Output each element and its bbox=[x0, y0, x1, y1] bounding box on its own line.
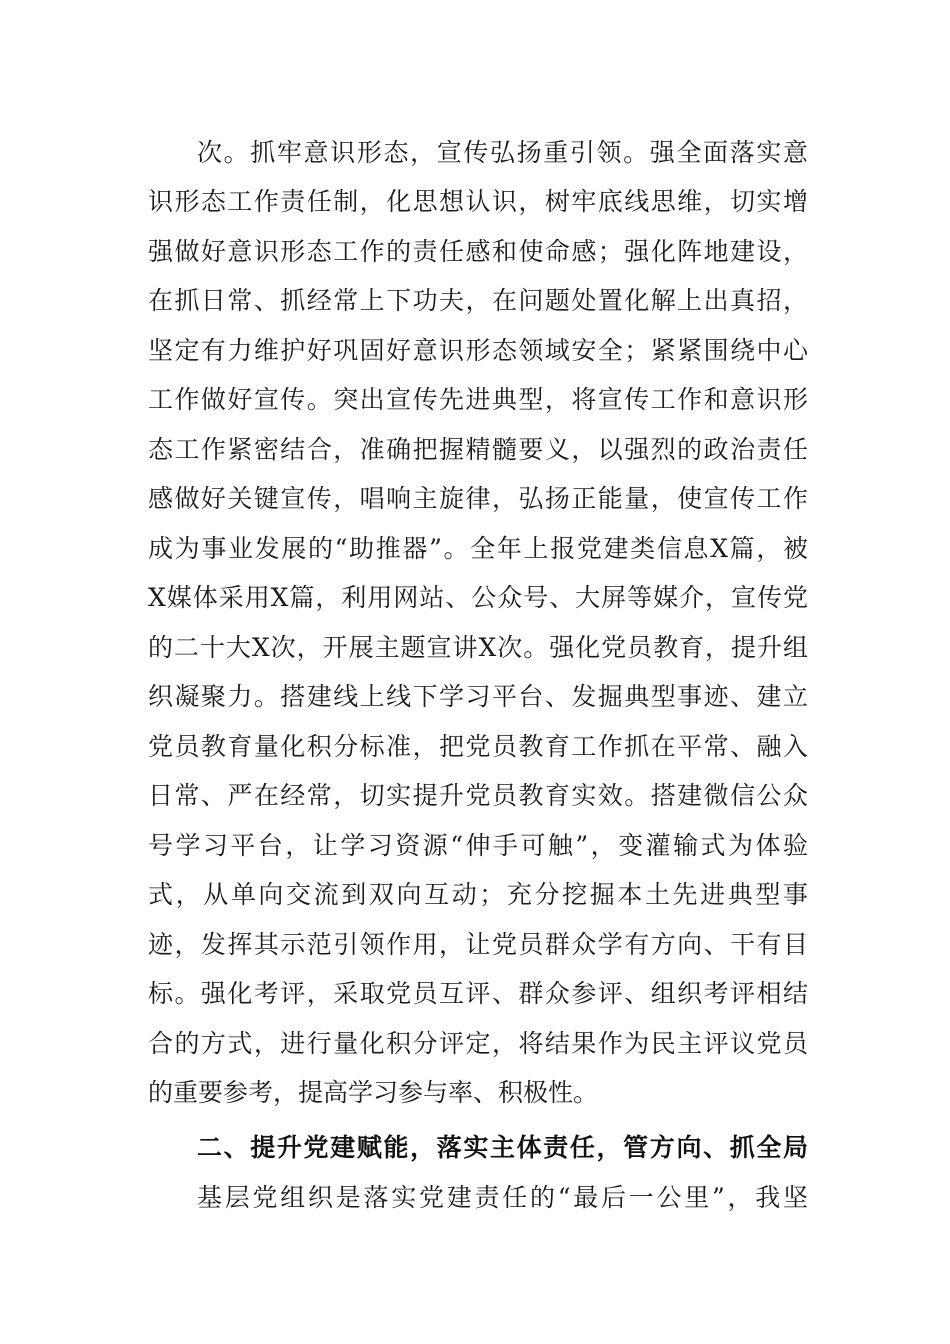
paragraph-line: 在抓日常、抓经常上下功夫，在问题处置化解上出真招， bbox=[148, 286, 808, 315]
paragraph-line: 式，从单向交流到双向互动；充分挖掘本土先进典型事 bbox=[148, 880, 808, 909]
paragraph-line: 工作做好宣传。突出宣传先进典型，将宣传工作和意识形 bbox=[148, 385, 808, 414]
paragraph-line: 次。抓牢意识形态，宣传弘扬重引领。强全面落实意 bbox=[197, 138, 808, 167]
paragraph-line: 成为事业发展的“助推器”。全年上报党建类信息X篇，被 bbox=[148, 534, 808, 563]
paragraph-line: 迹，发挥其示范引领作用，让党员群众学有方向、干有目 bbox=[148, 930, 808, 959]
paragraph-line: 日常、严在经常，切实提升党员教育实效。搭建微信公众 bbox=[148, 781, 808, 810]
paragraph-line: 识形态工作责任制，化思想认识，树牢底线思维，切实增 bbox=[148, 187, 808, 216]
paragraph-line: 党员教育量化积分标准，把党员教育工作抓在平常、融入 bbox=[148, 732, 808, 761]
paragraph-line: 感做好关键宣传，唱响主旋律，弘扬正能量，使宣传工作 bbox=[148, 484, 808, 513]
paragraph-line: 强做好意识形态工作的责任感和使命感；强化阵地建设， bbox=[148, 237, 808, 266]
paragraph-line: 基层党组织是落实党建责任的“最后一公里”，我坚 bbox=[197, 1183, 808, 1212]
paragraph-line: 的重要参考，提高学习参与率、积极性。 bbox=[148, 1078, 599, 1107]
paragraph-line: X媒体采用X篇，利用网站、公众号、大屏等媒介，宣传党 bbox=[148, 583, 808, 612]
paragraph-line: 坚定有力维护好巩固好意识形态领域安全；紧紧围绕中心 bbox=[148, 336, 808, 365]
paragraph-line: 态工作紧密结合，准确把握精髓要义，以强烈的政治责任 bbox=[148, 435, 808, 464]
paragraph-line: 号学习平台，让学习资源“伸手可触”，变灌输式为体验 bbox=[148, 831, 808, 860]
paragraph-line: 织凝聚力。搭建线上线下学习平台、发掘典型事迹、建立 bbox=[148, 682, 808, 711]
paragraph-line: 标。强化考评，采取党员互评、群众参评、组织考评相结 bbox=[148, 979, 808, 1008]
paragraph-line: 的二十大X次，开展主题宣讲X次。强化党员教育，提升组 bbox=[148, 633, 808, 662]
paragraph-line: 合的方式，进行量化积分评定，将结果作为民主评议党员 bbox=[148, 1029, 808, 1058]
section-heading: 二、提升党建赋能，落实主体责任，管方向、抓全局 bbox=[197, 1133, 808, 1162]
